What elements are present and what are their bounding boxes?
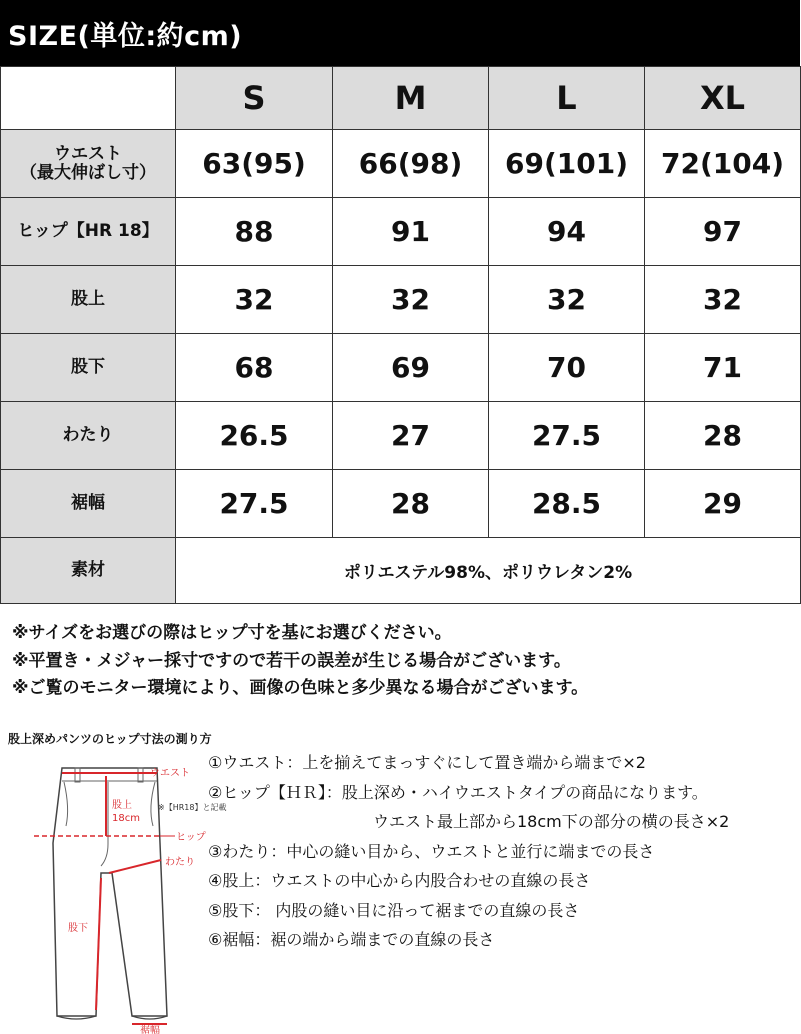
size-header-xl: XL (645, 67, 801, 130)
value-cell: 72(104) (645, 130, 801, 198)
label-rise-18: 18cm (112, 813, 140, 824)
legend-item: ④股上：ウエストの中心から内股合わせの直線の長さ (208, 871, 591, 890)
value-cell: 94 (489, 198, 645, 266)
note-item: ※平置き・メジャー採寸ですので若干の誤差が生じる場合がございます。 (12, 650, 571, 671)
value-cell: 32 (176, 266, 333, 334)
pants-diagram (0, 748, 227, 1034)
value-cell: 70 (489, 334, 645, 402)
row-label-hem: 裾幅 (1, 470, 176, 538)
measurement-legend (208, 748, 729, 955)
row-label-rise: 股上 (1, 266, 176, 334)
size-header-l: L (489, 67, 645, 130)
label-hr-note: ※【HR18】と記載 (158, 803, 227, 812)
row-label-material: 素材 (1, 538, 176, 604)
value-cell: 28 (333, 470, 489, 538)
value-cell: 91 (333, 198, 489, 266)
size-header-s: S (176, 67, 333, 130)
value-cell: 69 (333, 334, 489, 402)
row-waist (1, 130, 801, 198)
legend-item: ⑤股下： 内股の縫い目に沿って裾までの直線の長さ (208, 900, 580, 920)
note-item: ※ご覧のモニター環境により、画像の色味と多少異なる場合がございます。 (12, 678, 589, 698)
value-cell: 32 (645, 266, 801, 334)
value-cell: 63(95) (176, 130, 333, 198)
value-cell: 27.5 (176, 470, 333, 538)
size-table (0, 66, 801, 604)
label-thigh: わたり (165, 857, 195, 868)
value-cell: 32 (333, 266, 489, 334)
label-rise: 股上 (112, 800, 132, 811)
label-inseam: 股下 (68, 923, 88, 934)
value-cell: 88 (176, 198, 333, 266)
row-rise (1, 266, 801, 334)
value-cell: 27 (333, 402, 489, 470)
legend-item: ②ヒップ【ＨＲ】：股上深め・ハイウエストタイプの商品になります。 (208, 782, 708, 802)
row-label-inseam: 股下 (1, 334, 176, 402)
value-cell: 71 (645, 334, 801, 402)
label-waist: ウエスト (150, 768, 190, 779)
row-material (1, 538, 801, 604)
size-header-row (1, 67, 801, 130)
label-hip: ヒップ (176, 832, 206, 843)
row-hip (1, 198, 801, 266)
page-title: SIZE(単位:約cm) (0, 0, 800, 66)
note-item: ※サイズをお選びの際はヒップ寸を基にお選びください。 (12, 623, 452, 643)
legend-item: ①ウエスト：上を揃えてまっすぐにして置き端から端まで×2 (208, 753, 646, 772)
row-inseam (1, 334, 801, 402)
legend-item: ⑥裾幅：裾の端から端までの直線の長さ (208, 930, 495, 949)
pants-outline (53, 768, 167, 1016)
size-header-m: M (333, 67, 489, 130)
value-cell: 28.5 (489, 470, 645, 538)
row-label-thigh: わたり (1, 402, 176, 470)
header-blank-cell (1, 67, 176, 130)
value-cell: 28 (645, 402, 801, 470)
value-cell: 27.5 (489, 402, 645, 470)
notes-list (12, 620, 588, 703)
value-cell: 68 (176, 334, 333, 402)
value-cell: 69(101) (489, 130, 645, 198)
value-cell: 29 (645, 470, 801, 538)
value-cell: 97 (645, 198, 801, 266)
legend-item: ウエスト最上部から18cm下の部分の横の長さ×2 (373, 812, 730, 831)
value-cell: 32 (489, 266, 645, 334)
row-label-hip: ヒップ【HR 18】 (1, 198, 176, 266)
material-value: ポリエステル98%、ポリウレタン2% (176, 538, 801, 604)
label-hem: 裾幅 (140, 1025, 160, 1034)
diagram-title: 股上深めパンツのヒップ寸法の測り方 (8, 732, 212, 746)
row-hem (1, 470, 801, 538)
row-label-waist: ウエスト （最大伸ばし寸） (1, 130, 176, 198)
value-cell: 66(98) (333, 130, 489, 198)
legend-item: ③わたり：中心の縫い目から、ウエストと並行に端までの長さ (208, 841, 655, 861)
value-cell: 26.5 (176, 402, 333, 470)
row-thigh (1, 402, 801, 470)
